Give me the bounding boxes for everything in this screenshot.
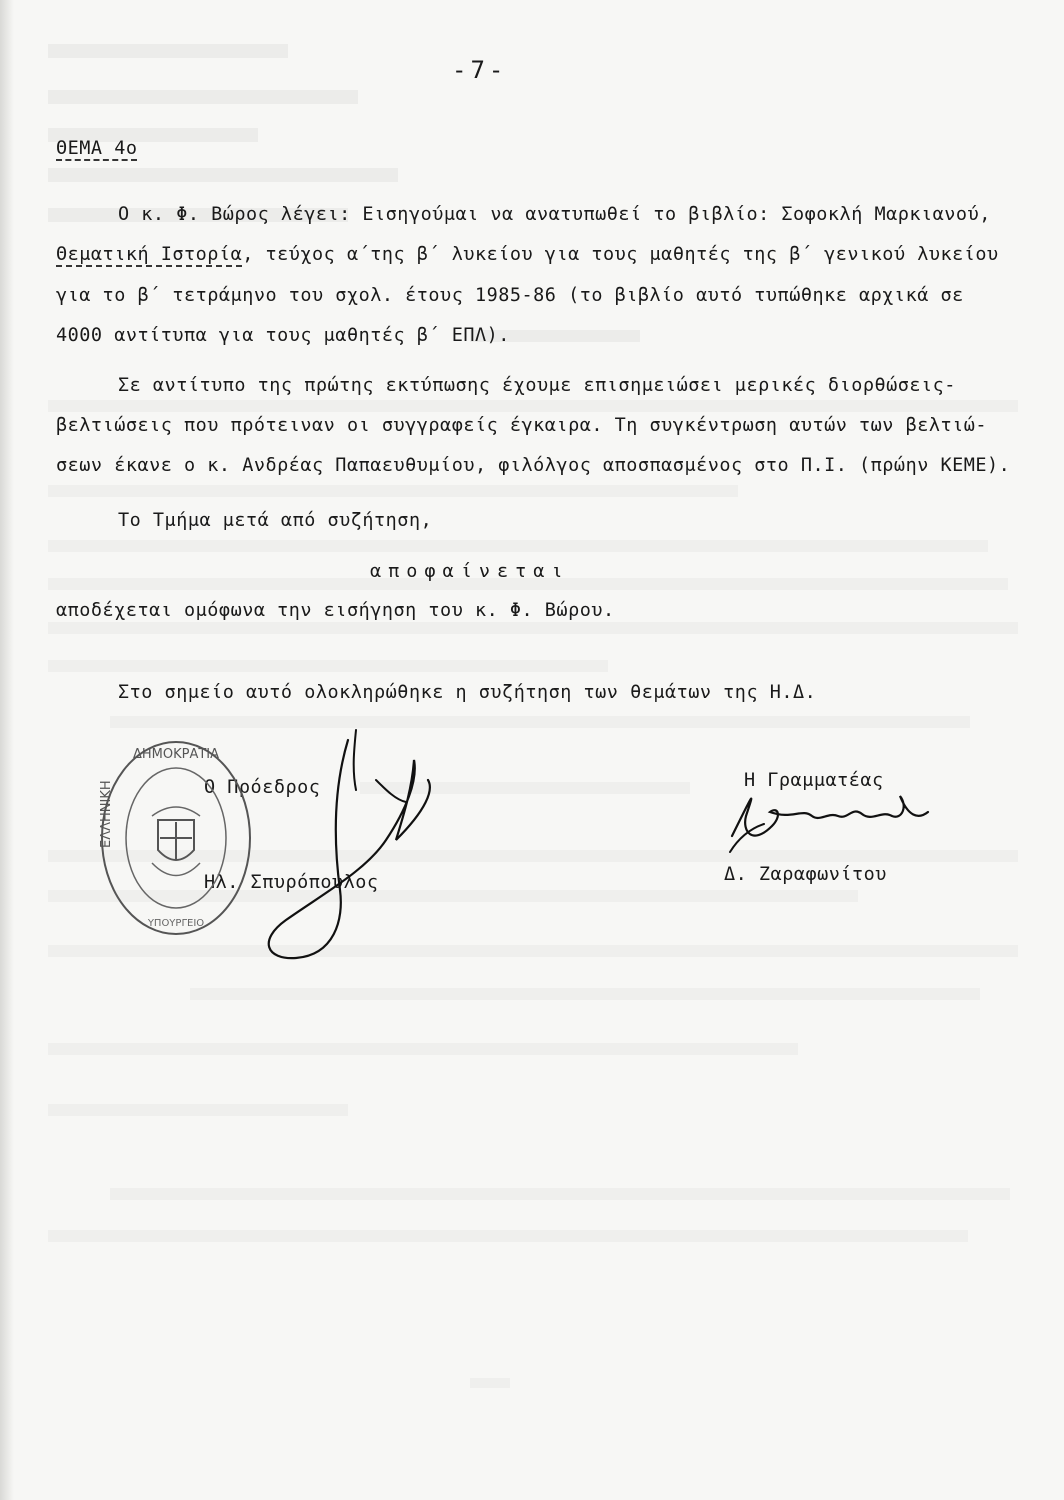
paragraph-3-line-1: Το Τμήμα μετά από συζήτηση,: [118, 510, 433, 531]
paragraph-3-line-2: αποδέχεται ομόφωνα την εισήγηση του κ. Φ. Βώρου.: [56, 600, 615, 621]
paragraph-4-line-1: Στο σημείο αυτό ολοκληρώθηκε η συζήτηση των θεμάτων της Η.Δ.: [118, 682, 817, 703]
paragraph-1-line-4: 4000 αντίτυπα για τους μαθητές β΄ ΕΠΛ).: [56, 325, 510, 346]
paragraph-2-line-2: βελτιώσεις που πρότειναν οι συγγραφείς έγκαιρα. Τη συγκέντρωση αυτών των βελτιώ-: [56, 415, 988, 436]
paragraph-2-line-1: Σε αντίτυπο της πρώτης εκτύπωσης έχουμε επισημειώσει μερικές διορθώσεις-: [118, 375, 956, 396]
president-signature: [236, 720, 446, 970]
paragraph-1-line-2: [56, 244, 999, 265]
svg-text:ΔΗΜΟΚΡΑΤΙΑ: ΔΗΜΟΚΡΑΤΙΑ: [132, 747, 220, 762]
section-heading: ΘΕΜΑ 4ο: [56, 138, 138, 159]
official-seal: [96, 738, 256, 938]
president-role: Ο Πρόεδρος: [204, 777, 321, 798]
svg-text:ΥΠΟΥΡΓΕΙΟ: ΥΠΟΥΡΓΕΙΟ: [147, 918, 205, 929]
paragraph-1-line-1: Ο κ. Φ. Βώρος λέγει: Εισηγούμαι να ανατυπωθεί το βιβλίο: Σοφοκλή Μαρκιανού,: [118, 204, 991, 225]
president-name: Ηλ. Σπυρόπουλος: [204, 872, 379, 893]
book-title: Θεματική Ιστορία: [56, 244, 243, 265]
paragraph-1-line-2-rest: , τεύχος α΄της β΄ λυκείου για τους μαθητές της β΄ γενικού λυκείου: [242, 244, 999, 265]
decision-word: αποφαίνεται: [370, 561, 570, 582]
secretary-signature: [712, 776, 942, 866]
page-number: -7-: [452, 56, 508, 84]
paragraph-2-line-3: σεων έκανε ο κ. Ανδρέας Παπαευθυμίου, φιλόλγος αποσπασμένος στο Π.Ι. (πρώην ΚΕΜΕ).: [56, 455, 1011, 476]
svg-text:ΕΛΛΗΝΙΚΗ: ΕΛΛΗΝΙΚΗ: [99, 780, 114, 848]
paragraph-1-line-3: για το β΄ τετράμηνο του σχολ. έτους 1985-86 (το βιβλίο αυτό τυπώθηκε αρχικά σε: [56, 285, 964, 306]
secretary-name: Δ. Ζαραφωνίτου: [724, 864, 887, 885]
page-edge-shadow: [0, 0, 14, 1500]
secretary-role: Η Γραμματέας: [744, 770, 884, 791]
